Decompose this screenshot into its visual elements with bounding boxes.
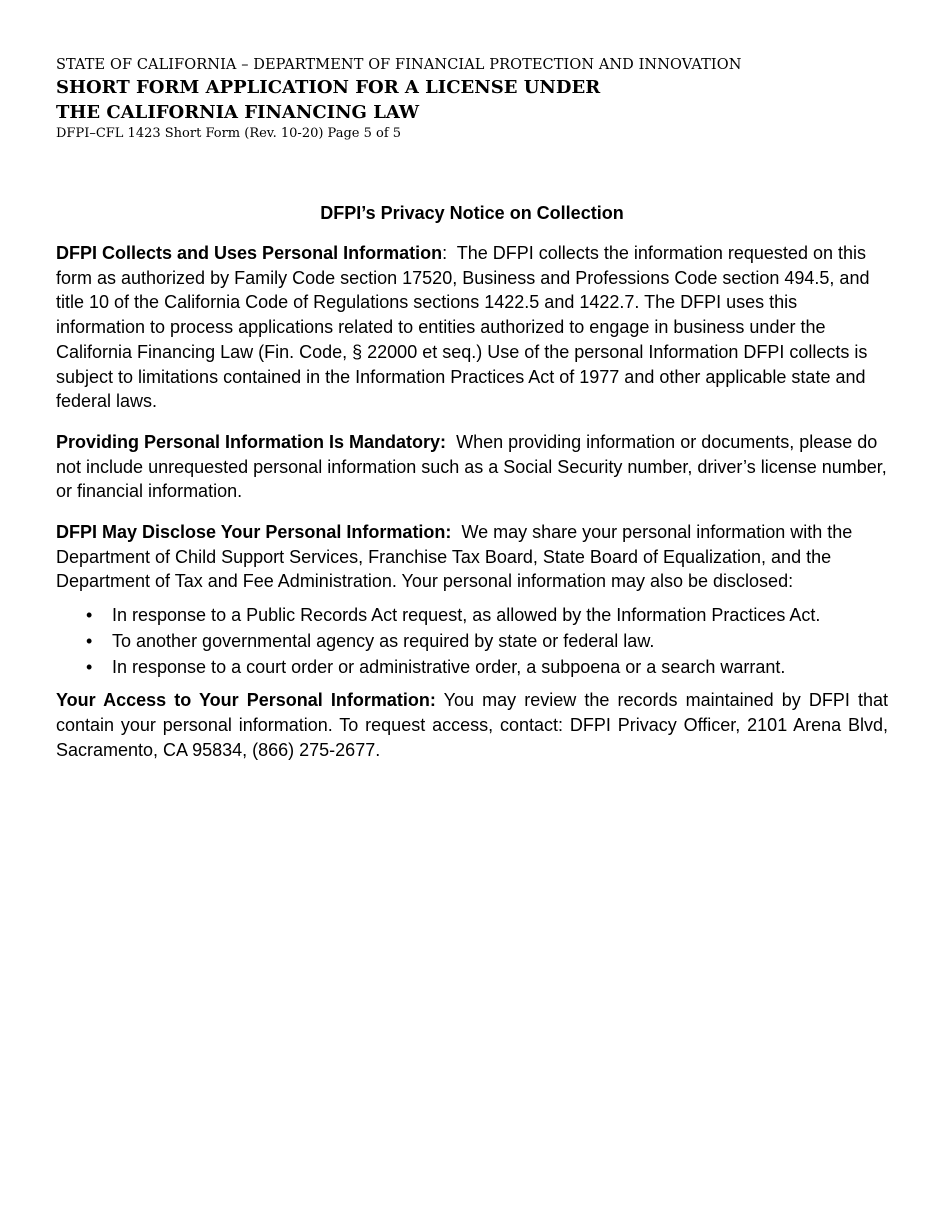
list-item-text: In response to a Public Records Act request, as allowed by the Information Practices Act. — [112, 605, 821, 626]
list-item — [56, 602, 888, 628]
form-id-page-number: DFPI–CFL 1423 Short Form (Rev. 10-20) Page 5 of 5 — [56, 126, 402, 141]
section-label: DFPI Collects and Uses Personal Information — [56, 243, 443, 263]
form-title-line-1: SHORT FORM APPLICATION FOR A LICENSE UNDER — [56, 77, 601, 98]
list-item — [56, 628, 888, 654]
form-title-line-2: THE CALIFORNIA FINANCING LAW — [56, 102, 420, 123]
list-item-text: In response to a court order or administrative order, a subpoena or a search warrant. — [112, 657, 786, 678]
document-page — [56, 56, 888, 760]
section-text: We may share your personal information with the Department of Child Support Services, Franchise Tax Board, State Board of Equalization, and the Department of Tax and Fee Administration. Your personal information may also be disclosed: — [56, 522, 853, 592]
section-separator — [446, 432, 456, 452]
section-label: Your Access to Your Personal Information: — [56, 690, 436, 711]
mandatory-paragraph — [56, 430, 888, 504]
section-separator: : — [442, 243, 457, 263]
section-label: DFPI May Disclose Your Personal Information: — [56, 522, 452, 543]
access-paragraph — [56, 688, 888, 762]
disclose-paragraph — [56, 520, 888, 594]
bullet-icon: • — [86, 631, 93, 652]
agency-name: STATE OF CALIFORNIA – DEPARTMENT OF FINANCIAL PROTECTION AND INNOVATION — [56, 57, 742, 73]
form-header — [56, 56, 888, 143]
section-text: You may review the records maintained by DFPI that contain your personal information. To request access, contact: DFPI Privacy Officer, 2101 Arena Blvd, Sacramento, CA 95834, (866) 275-2677. — [56, 690, 888, 760]
bullet-icon: • — [86, 657, 93, 678]
privacy-notice-body — [56, 241, 888, 778]
bullet-icon: • — [86, 605, 93, 626]
section-separator — [451, 522, 461, 542]
privacy-notice-heading: DFPI’s Privacy Notice on Collection — [320, 203, 624, 223]
section-text: When providing information or documents, please do not include unrequested personal information such as a Social Security number, driver’s license number, or financial information. — [56, 431, 887, 502]
section-separator — [436, 690, 444, 710]
disclosure-list — [56, 602, 888, 680]
collects-uses-paragraph — [56, 241, 888, 414]
list-item — [56, 654, 888, 680]
list-item-text: To another governmental agency as required by state or federal law. — [112, 631, 655, 652]
section-label: Providing Personal Information Is Mandatory: — [56, 431, 447, 452]
section-text: The DFPI collects the information requested on this form as authorized by Family Code section 17520, Business and Professions Code section 494.5, and title 10 of the California Code of Regulations sections 1422.5 and 1422.7. The DFPI uses this information to process applications related to entities authorized to engage in business under the California Financing Law (Fin. Code, § 22000 et seq.) Use of the personal Information DFPI collects is subject to limitations contained in the Information Practices Act of 1977 and other applicable state and federal laws. — [56, 243, 870, 412]
